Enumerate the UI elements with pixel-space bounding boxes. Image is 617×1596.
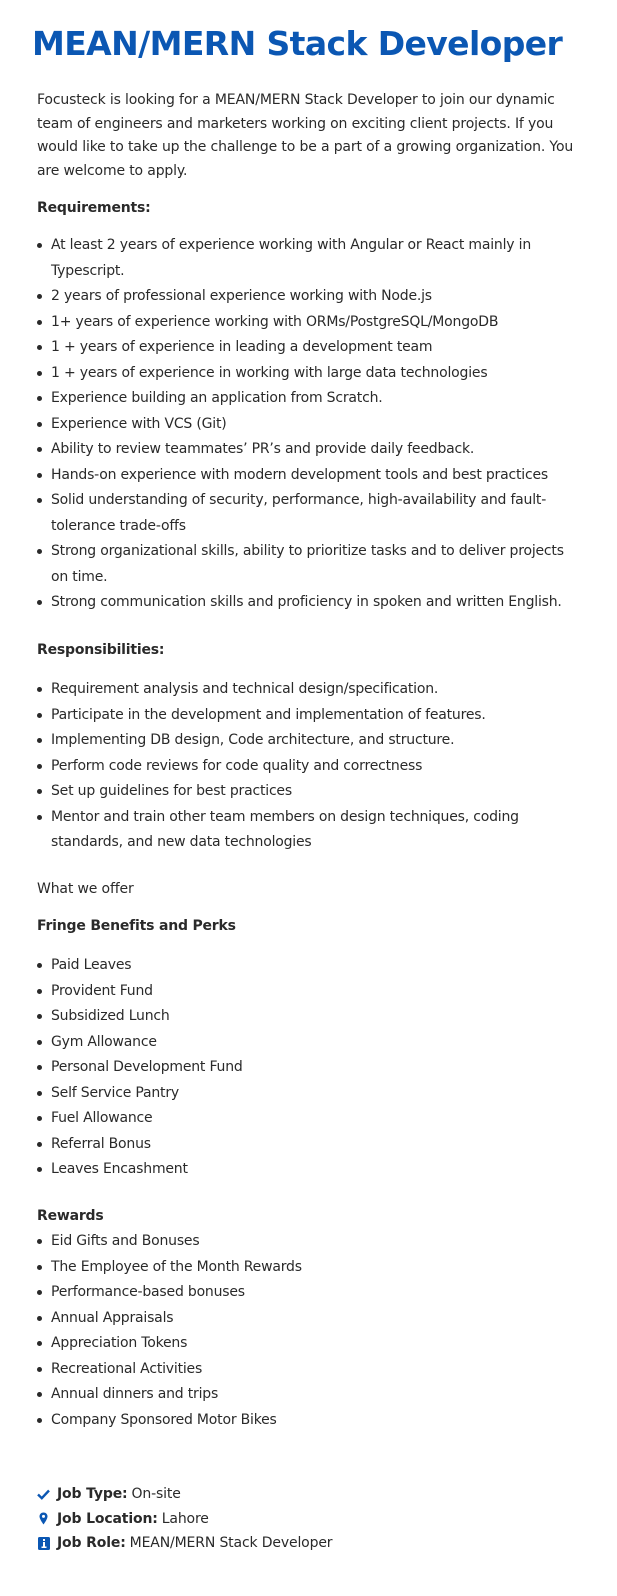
responsibilities-heading: Responsibilities: <box>37 642 165 658</box>
list-item: Hands-on experience with modern development tools and best practices <box>37 463 577 489</box>
job-type-label: Job Type: <box>57 1486 128 1503</box>
list-item: Fuel Allowance <box>37 1106 577 1132</box>
list-item: Leaves Encashment <box>37 1157 577 1183</box>
list-item: Experience building an application from Scratch. <box>37 386 577 412</box>
list-item: 1 + years of experience in leading a development team <box>37 335 577 361</box>
job-role-label: Job Role: <box>57 1535 126 1552</box>
list-item: Gym Allowance <box>37 1030 577 1056</box>
responsibilities-list <box>37 677 577 856</box>
job-location-value: Lahore <box>161 1510 209 1527</box>
list-item: Appreciation Tokens <box>37 1331 577 1357</box>
benefits-heading: Fringe Benefits and Perks <box>37 918 236 934</box>
list-item: 2 years of professional experience working with Node.js <box>37 284 577 310</box>
requirements-list <box>37 233 577 616</box>
list-item: 1+ years of experience working with ORMs/PostgreSQL/MongoDB <box>37 310 577 336</box>
rewards-list <box>37 1229 577 1433</box>
map-pin-icon <box>37 1512 50 1526</box>
info-icon <box>37 1536 50 1550</box>
requirements-heading: Requirements: <box>37 200 151 216</box>
list-item: Implementing DB design, Code architecture, and structure. <box>37 728 577 754</box>
job-type-row <box>37 1482 332 1507</box>
list-item: Experience with VCS (Git) <box>37 412 577 438</box>
list-item: Recreational Activities <box>37 1357 577 1383</box>
list-item: The Employee of the Month Rewards <box>37 1255 577 1281</box>
check-icon <box>37 1487 50 1501</box>
benefits-list <box>37 953 577 1183</box>
list-item: 1 + years of experience in working with large data technologies <box>37 361 577 387</box>
list-item: Company Sponsored Motor Bikes <box>37 1408 577 1434</box>
list-item: Personal Development Fund <box>37 1055 577 1081</box>
page-title: MEAN/MERN Stack Developer <box>32 24 563 63</box>
rewards-heading: Rewards <box>37 1208 104 1224</box>
list-item: Solid understanding of security, performance, high-availability and fault-tolerance trade-offs <box>37 488 577 539</box>
job-role-row <box>37 1531 332 1556</box>
list-item: Perform code reviews for code quality and correctness <box>37 754 577 780</box>
intro-paragraph: Focusteck is looking for a MEAN/MERN Stack Developer to join our dynamic team of engineers and marketers working on exciting client projects. If you would like to take up the challenge to be a part of a growing organization. You are welcome to apply. <box>37 92 574 179</box>
list-item: Paid Leaves <box>37 953 577 979</box>
job-location-row <box>37 1507 332 1532</box>
list-item: Eid Gifts and Bonuses <box>37 1229 577 1255</box>
list-item: Ability to review teammates’ PR’s and provide daily feedback. <box>37 437 577 463</box>
list-item: Mentor and train other team members on design techniques, coding standards, and new data technologies <box>37 805 577 856</box>
list-item: Requirement analysis and technical design/specification. <box>37 677 577 703</box>
job-role-value: MEAN/MERN Stack Developer <box>129 1535 333 1552</box>
job-location-label: Job Location: <box>57 1510 158 1527</box>
list-item: Participate in the development and implementation of features. <box>37 703 577 729</box>
list-item: Strong organizational skills, ability to prioritize tasks and to deliver projects on time. <box>37 539 577 590</box>
list-item: Provident Fund <box>37 979 577 1005</box>
list-item: Set up guidelines for best practices <box>37 779 577 805</box>
list-item: At least 2 years of experience working with Angular or React mainly in Typescript. <box>37 233 577 284</box>
list-item: Annual Appraisals <box>37 1306 577 1332</box>
job-meta <box>37 1482 332 1556</box>
list-item: Subsidized Lunch <box>37 1004 577 1030</box>
list-item: Referral Bonus <box>37 1132 577 1158</box>
list-item: Strong communication skills and proficiency in spoken and written English. <box>37 590 577 616</box>
list-item: Self Service Pantry <box>37 1081 577 1107</box>
list-item: Performance-based bonuses <box>37 1280 577 1306</box>
what-we-offer-text: What we offer <box>37 881 134 897</box>
list-item: Annual dinners and trips <box>37 1382 577 1408</box>
job-type-value: On-site <box>131 1486 181 1503</box>
